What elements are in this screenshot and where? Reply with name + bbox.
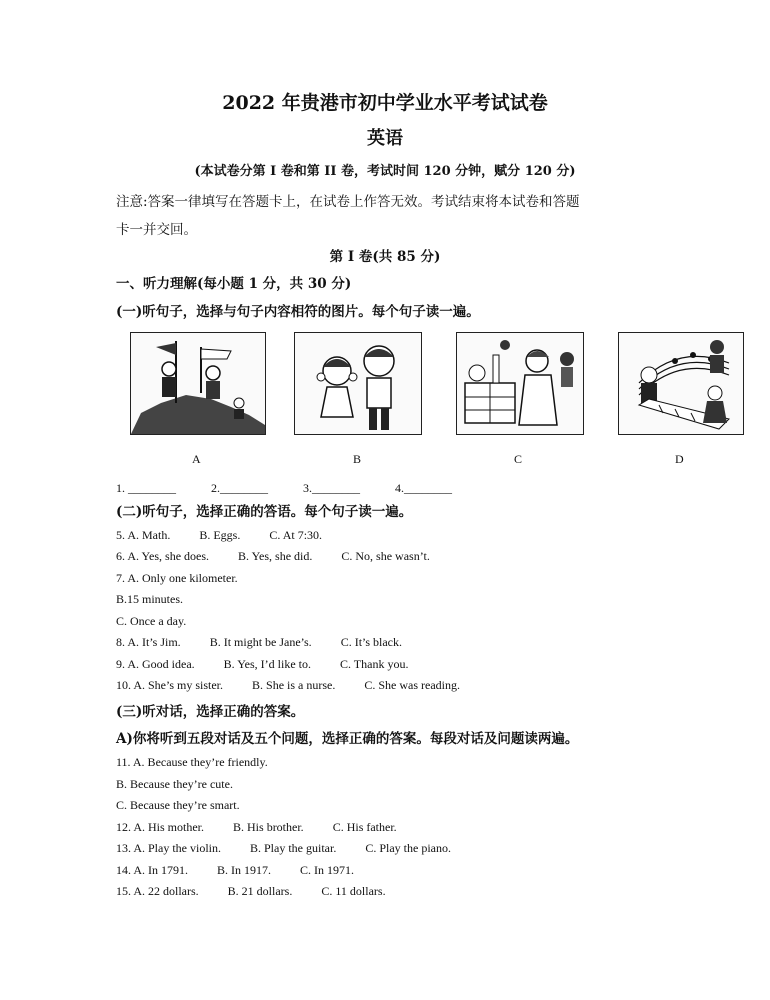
subject-title: 英语: [367, 128, 403, 149]
subsection-3a-heading: A)你将听到五段对话及五个问题，选择正确的答案。每段对话及问题读两遍。: [116, 731, 579, 747]
q9-option-c[interactable]: C. Thank you.: [340, 657, 409, 671]
q9-option-b[interactable]: B. Yes, I’d like to.: [223, 657, 311, 671]
q15-option-a[interactable]: 15. A. 22 dollars.: [116, 884, 199, 898]
q5-option-b[interactable]: B. Eggs.: [199, 528, 241, 542]
q5-option-c[interactable]: C. At 7:30.: [269, 528, 323, 542]
part-one-heading: 第 I 卷(共 85 分): [329, 249, 441, 265]
question-12: [116, 820, 397, 835]
q15-option-b[interactable]: B. 21 dollars.: [227, 884, 293, 898]
picture-label-b: B: [353, 452, 362, 466]
question-10: [116, 678, 460, 693]
question-15: [116, 884, 386, 899]
question-8: [116, 635, 402, 650]
subsection-3-heading: (三)听对话，选择正确的答案。: [116, 704, 305, 720]
q7-option-a[interactable]: 7. A. Only one kilometer.: [116, 571, 238, 585]
q6-option-a[interactable]: 6. A. Yes, she does.: [116, 549, 210, 563]
q10-option-a[interactable]: 10. A. She’s my sister.: [116, 678, 224, 692]
q7-option-b[interactable]: B.15 minutes.: [116, 592, 184, 606]
musicians-with-notes-picture: [618, 332, 744, 435]
q11-option-b[interactable]: B. Because they’re cute.: [116, 777, 233, 791]
q6-option-c[interactable]: C. No, she wasn’t.: [341, 549, 430, 563]
answer-blank-1[interactable]: 1. ________: [116, 481, 176, 495]
notice-line-1: 注意:答案一律填写在答题卡上，在试卷上作答无效。考试结束将本试卷和答题: [116, 194, 580, 210]
subsection-2-heading: (二)听句子，选择正确的答语。每个句子读一遍。: [116, 504, 413, 520]
q13-option-b[interactable]: B. Play the guitar.: [250, 841, 337, 855]
q15-option-c[interactable]: C. 11 dollars.: [321, 884, 386, 898]
q9-option-a[interactable]: 9. A. Good idea.: [116, 657, 195, 671]
answer-blank-4[interactable]: 4.________: [395, 481, 452, 495]
q6-option-b[interactable]: B. Yes, she did.: [238, 549, 313, 563]
picture-label-c: C: [514, 452, 523, 466]
climbers-with-flag-picture: [130, 332, 266, 435]
subsection-1-heading: (一)听句子，选择与句子内容相符的图片。每个句子读一遍。: [116, 304, 480, 320]
q10-option-b[interactable]: B. She is a nurse.: [252, 678, 336, 692]
picture-label-d: D: [675, 452, 684, 466]
q14-option-a[interactable]: 14. A. In 1791.: [116, 863, 188, 877]
q13-option-c[interactable]: C. Play the piano.: [365, 841, 451, 855]
picture-label-a: A: [192, 452, 201, 466]
question-14: [116, 863, 354, 878]
question-5: [116, 528, 322, 543]
notice-line-2: 卡一并交回。: [116, 222, 197, 238]
answer-blank-2[interactable]: 2.________: [211, 481, 268, 495]
q14-option-c[interactable]: C. In 1971.: [300, 863, 354, 877]
q8-option-a[interactable]: 8. A. It’s Jim.: [116, 635, 181, 649]
section-heading: 一、听力理解(每小题 1 分，共 30 分): [116, 276, 352, 292]
two-children-picture: [294, 332, 422, 435]
q14-option-b[interactable]: B. In 1917.: [217, 863, 271, 877]
q7-option-c[interactable]: C. Once a day.: [116, 614, 187, 628]
q10-option-c[interactable]: C. She was reading.: [364, 678, 460, 692]
q8-option-c[interactable]: C. It’s black.: [340, 635, 403, 649]
exam-title: 2022 年贵港市初中学业水平考试试卷: [222, 92, 548, 114]
q11-option-a[interactable]: 11. A. Because they’re friendly.: [116, 755, 268, 769]
question-9: [116, 657, 408, 672]
question-13: [116, 841, 451, 856]
q12-option-b[interactable]: B. His brother.: [233, 820, 304, 834]
q13-option-a[interactable]: 13. A. Play the violin.: [116, 841, 221, 855]
q5-option-a[interactable]: 5. A. Math.: [116, 528, 171, 542]
exam-note: (本试卷分第 I 卷和第 II 卷，考试时间 120 分钟，赋分 120 分): [194, 164, 576, 179]
q12-option-a[interactable]: 12. A. His mother.: [116, 820, 205, 834]
q8-option-b[interactable]: B. It might be Jane’s.: [209, 635, 312, 649]
answer-blank-3[interactable]: 3.________: [303, 481, 360, 495]
scientist-in-lab-picture: [456, 332, 584, 435]
q11-option-c[interactable]: C. Because they’re smart.: [116, 798, 240, 812]
question-6: [116, 549, 430, 564]
q12-option-c[interactable]: C. His father.: [332, 820, 397, 834]
